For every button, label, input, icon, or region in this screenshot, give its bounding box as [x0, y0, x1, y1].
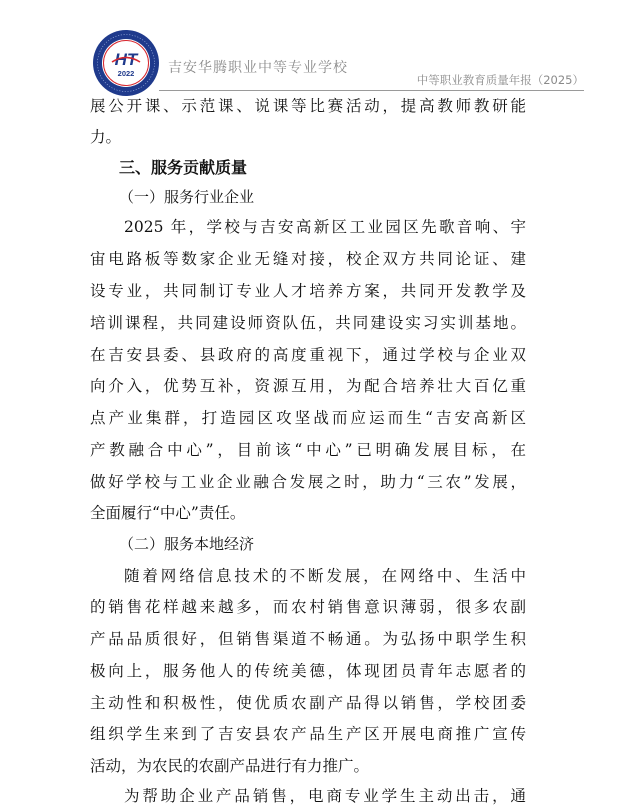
text-line: 的销售花样越来越多，而农村销售意识薄弱，很多农副	[90, 598, 526, 616]
header-divider	[159, 90, 584, 91]
text-line: 点产业集群，打造园区攻坚战而应运而生“吉安高新区	[90, 409, 526, 427]
logo-initials: HT	[114, 50, 138, 69]
text-line: 组织学生来到了吉安县农产品生产区开展电商推广宣传	[90, 725, 526, 743]
text-line: 活动，为农民的农副产品进行有力推广。	[90, 757, 370, 775]
text-line: 为帮助企业产品销售，电商专业学生主动出击，通	[124, 787, 526, 805]
text-line: 随着网络信息技术的不断发展，在网络中、生活中	[124, 567, 526, 585]
text-line: 全面履行“中心”责任。	[90, 504, 246, 522]
text-line: 主动性和积极性，使优质农副产品得以销售，学校团委	[90, 694, 526, 712]
text-line: 做好学校与工业企业融合发展之时，助力“三农”发展，	[90, 473, 526, 491]
text-line: 极向上，服务他人的传统美德，体现团员青年志愿者的	[90, 662, 526, 680]
text-line: 培训课程，共同建设师资队伍，共同建设实习实训基地。	[90, 314, 526, 332]
section-heading: 三、服务贡献质量	[119, 158, 248, 177]
text-line: 力。	[90, 128, 122, 146]
subsection-heading-1: （一）服务行业企业	[119, 188, 255, 206]
report-title: 中等职业教育质量年报（2025）	[416, 73, 584, 87]
subsection-heading-2: （二）服务本地经济	[119, 535, 255, 553]
school-logo	[92, 29, 160, 97]
text-line: 展公开课、示范课、说课等比赛活动，提高教师教研能	[90, 97, 526, 115]
logo-year: 2022	[117, 69, 135, 78]
text-line: 产品品质很好，但销售渠道不畅通。为弘扬中职学生积	[90, 630, 526, 648]
text-line: 向介入，优势互补，资源互用，为配合培养壮大百亿重	[90, 377, 526, 395]
school-name: 吉安华腾职业中等专业学校	[168, 60, 348, 76]
text-line: 宙电路板等数家企业无缝对接，校企双方共同论证、建	[90, 250, 526, 268]
text-line: 设专业，共同制订专业人才培养方案，共同开发教学及	[90, 282, 526, 300]
text-line: 产教融合中心”，目前该“中心”已明确发展目标，在	[90, 441, 526, 459]
text-line: 在吉安县委、县政府的高度重视下，通过学校与企业双	[90, 346, 526, 364]
page-header	[0, 0, 621, 92]
text-line: 2025 年，学校与吉安高新区工业园区先歌音响、宇	[124, 218, 526, 236]
